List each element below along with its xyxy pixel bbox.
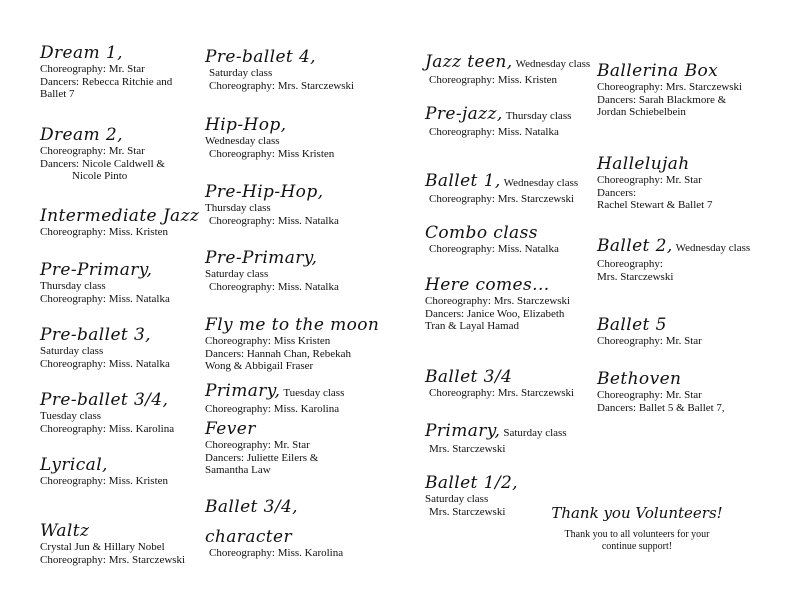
entry-class-note: Wednesday class (675, 242, 751, 254)
entry-line: Dancers: (597, 186, 637, 199)
entry-title: character (205, 527, 293, 547)
entry-title: Ballet 3/4 (425, 367, 513, 387)
entry-line: Choreography: Miss. Karolina (209, 547, 344, 559)
program-entry-hallelujah (597, 155, 772, 212)
entry-line: Mrs. Starczewski (429, 505, 506, 518)
entry-line: Choreography: Mrs. Starczewski (209, 79, 355, 92)
entry-line: Ballet 7 (40, 88, 75, 100)
thank-you-volunteers (546, 503, 728, 553)
program-entry-ballet-3-4-col3 (425, 368, 600, 400)
entry-title: Ballet 5 (597, 315, 667, 335)
entry-line: Dancers: Rebecca Ritchie and (40, 75, 173, 88)
entry-line: Choreography: Miss. Natalka (209, 214, 339, 227)
entry-class-note: Saturday class (503, 427, 567, 439)
entry-line: Saturday class (425, 493, 489, 505)
program-entry-here-comes (425, 276, 600, 333)
entry-line: Wong & Abbigail Fraser (205, 360, 314, 372)
entry-line: Choreography: Miss. Natalka (40, 357, 170, 370)
entry-line: Choreography: Miss Kristen (209, 147, 335, 160)
entry-class-note: Wednesday class (515, 58, 591, 70)
entry-title: Pre-ballet 3, (40, 325, 151, 345)
entry-title (425, 53, 600, 74)
entry-title-text: Ballet 2, (597, 236, 673, 256)
entry-line: Choreography: Miss. Karolina (205, 403, 340, 415)
program-entry-pre-primary-saturday (205, 249, 380, 293)
thanks-text: continue support! (601, 541, 673, 552)
program-entry-pre-ballet-4 (205, 48, 380, 92)
program-entry-jazz-teen (425, 53, 600, 87)
entry-line: Dancers: Nicole Caldwell & (40, 157, 165, 170)
program-entry-bethoven (597, 370, 772, 414)
thanks-text: Thank you to all volunteers for your (564, 529, 710, 540)
program-entry-hip-hop (205, 116, 380, 160)
entry-line: Tran & Layal Hamad (425, 320, 519, 332)
program-entry-pre-jazz (425, 105, 600, 139)
entry-title-text: Ballet 1, (425, 171, 501, 191)
entry-line: Mrs. Starczewski (597, 270, 674, 283)
thanks-title: Thank you Volunteers! (551, 504, 723, 522)
entry-title: Here comes... (425, 275, 550, 295)
entry-title (425, 422, 600, 443)
entry-title (425, 172, 600, 193)
program-entry-ballet-1 (425, 172, 600, 206)
program-entry-ballet-3-4-character (205, 498, 380, 517)
entry-line: Saturday class (205, 268, 269, 280)
entry-line: Dancers: Ballet 5 & Ballet 7, (597, 401, 725, 414)
program-entry-ballerina-box (597, 62, 772, 119)
program-entry-pre-primary (40, 261, 215, 305)
program-entry-waltz (40, 522, 215, 566)
entry-title: Waltz (40, 521, 90, 541)
entry-line: Choreography: Mrs. Starczewski (597, 81, 743, 93)
entry-class-note: Wednesday class (503, 177, 579, 189)
entry-title: Combo class (425, 223, 538, 243)
entry-line: Samantha Law (205, 464, 271, 476)
entry-line: Dancers: Sarah Blackmore & (597, 93, 727, 106)
entry-line: Tuesday class (40, 410, 102, 422)
program-entry-dream-1 (40, 44, 215, 101)
entry-title: Dream 1, (40, 43, 123, 63)
entry-line: Nicole Pinto (72, 170, 128, 182)
program-entry-primary-tuesday (205, 382, 380, 416)
entry-title (425, 105, 600, 126)
entry-title: Fever (205, 419, 256, 439)
entry-line: Thursday class (205, 202, 271, 214)
program-entry-fly-me-to-the-moon (205, 316, 380, 373)
entry-line: Wednesday class (205, 135, 280, 147)
entry-line: Dancers: Hannah Chan, Rebekah (205, 347, 352, 360)
entry-title-text: Primary, (425, 421, 501, 441)
entry-line: Saturday class (40, 345, 104, 357)
program-entry-primary-saturday (425, 422, 600, 456)
program-entry-lyrical (40, 456, 215, 488)
entry-line: Dancers: Janice Woo, Elizabeth (425, 307, 565, 320)
entry-line: Choreography: Mrs. Starczewski (429, 193, 575, 205)
entry-line: Choreography: Miss. Kristen (40, 475, 169, 487)
entry-title: Pre-Primary, (40, 260, 153, 280)
entry-line: Choreography: Miss. Kristen (429, 74, 558, 86)
program-entry-combo-class (425, 224, 600, 256)
entry-title: Pre-Primary, (205, 248, 318, 268)
entry-line: Choreography: Miss. Kristen (40, 226, 169, 238)
entry-class-note: Tuesday class (283, 387, 345, 399)
entry-title: Lyrical, (40, 455, 108, 475)
program-entry-fever (205, 420, 380, 477)
entry-title: Fly me to the moon (205, 315, 380, 335)
entry-line: Thursday class (40, 280, 106, 292)
entry-line: Choreography: Mr. Star (40, 63, 145, 75)
entry-line: Choreography: Miss. Natalka (209, 280, 339, 293)
program-entry-character (205, 528, 380, 560)
entry-title-text: Primary, (205, 381, 281, 401)
entry-title: Dream 2, (40, 125, 123, 145)
entry-line: Choreography: Miss. Natalka (429, 243, 559, 255)
entry-line: Choreography: Mr. Star (597, 335, 702, 347)
program-entry-ballet-5 (597, 316, 772, 348)
entry-title: Ballet 3/4, (205, 497, 298, 517)
entry-title: Ballerina Box (597, 61, 719, 81)
entry-line: Dancers: Juliette Eilers & (205, 451, 319, 464)
entry-line: Choreography: Miss. Natalka (40, 292, 170, 305)
program-entry-intermediate-jazz (40, 207, 215, 239)
entry-line: Choreography: (597, 258, 663, 270)
entry-line: Choreography: Mrs. Starczewski (40, 553, 186, 566)
entry-title (205, 382, 380, 403)
entry-title: Pre-Hip-Hop, (205, 182, 324, 202)
entry-line: Choreography: Mr. Star (597, 174, 702, 186)
entry-line: Choreography: Miss. Karolina (40, 422, 175, 435)
entry-line: Rachel Stewart & Ballet 7 (597, 199, 713, 211)
entry-line: Choreography: Mr. Star (40, 145, 145, 157)
entry-line: Crystal Jun & Hillary Nobel (40, 541, 165, 553)
entry-title: Pre-ballet 3/4, (40, 390, 169, 410)
entry-title-text: Jazz teen, (425, 52, 513, 72)
program-entry-pre-ballet-3-4 (40, 391, 215, 435)
entry-title-text: Pre-jazz, (425, 104, 503, 124)
program-entry-ballet-2 (597, 237, 772, 283)
program-entry-dream-2 (40, 126, 215, 183)
entry-title: Hip-Hop, (205, 115, 287, 135)
entry-line: Mrs. Starczewski (429, 443, 506, 455)
entry-line: Choreography: Mr. Star (597, 389, 702, 401)
entry-line: Jordan Schiebelbein (597, 106, 686, 118)
entry-title: Bethoven (597, 369, 682, 389)
entry-title: Ballet 1/2, (425, 473, 518, 493)
entry-line: Saturday class (209, 67, 273, 79)
entry-line: Choreography: Mr. Star (205, 439, 310, 451)
entry-line: Choreography: Miss. Natalka (429, 126, 559, 138)
program-entry-pre-ballet-3 (40, 326, 215, 370)
entry-class-note: Thursday class (505, 110, 572, 122)
entry-line: Choreography: Miss Kristen (205, 335, 331, 347)
entry-line: Choreography: Mrs. Starczewski (425, 295, 571, 307)
entry-title (597, 237, 772, 258)
entry-title: Pre-ballet 4, (205, 47, 316, 67)
entry-title: Intermediate Jazz (40, 206, 200, 226)
entry-line: Choreography: Mrs. Starczewski (429, 387, 575, 399)
program-entry-pre-hip-hop (205, 183, 380, 227)
entry-title: Hallelujah (597, 154, 690, 174)
